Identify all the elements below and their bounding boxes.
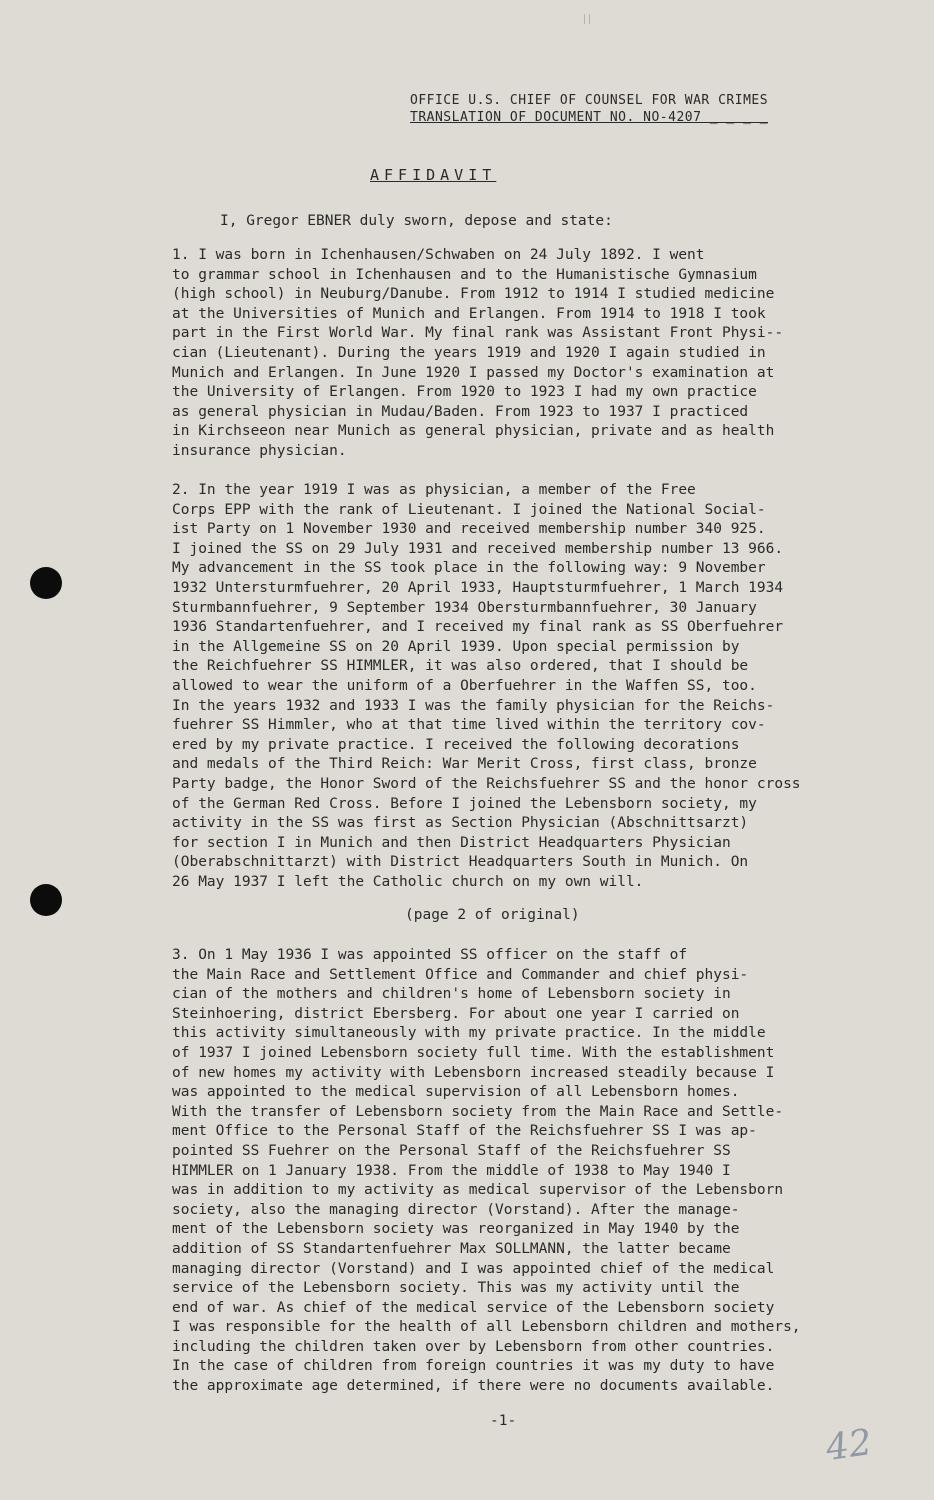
- text-line: in the Allgemeine SS on 20 April 1939. Upon special permission by: [172, 638, 740, 655]
- punch-hole-bottom: [30, 884, 62, 916]
- paragraph-3: [172, 946, 801, 1397]
- text-line: end of war. As chief of the medical service of the Lebensborn society: [172, 1299, 775, 1316]
- text-line: Munich and Erlangen. In June 1920 I passed my Doctor's examination at: [172, 364, 775, 381]
- text-line: of 1937 I joined Lebensborn society full time. With the establishment: [172, 1044, 775, 1061]
- text-line: Corps EPP with the rank of Lieutenant. I joined the National Social-: [172, 501, 766, 518]
- text-line: 2. In the year 1919 I was as physician, a member of the Free: [172, 482, 696, 498]
- text-line: fuehrer SS Himmler, who at that time lived within the territory cov-: [172, 717, 766, 734]
- text-line: 1932 Untersturmfuehrer, 20 April 1933, Hauptsturmfuehrer, 1 March 1934: [172, 579, 784, 596]
- text-line: cian (Lieutenant). During the years 1919 and 1920 I again studied in: [172, 344, 766, 361]
- intro-statement: I, Gregor EBNER duly sworn, depose and state:: [220, 213, 613, 229]
- text-line: the Reichfuehrer SS HIMMLER, it was also ordered, that I should be: [172, 658, 749, 675]
- text-line: In the years 1932 and 1933 I was the family physician for the Reichs-: [172, 697, 775, 714]
- text-line: this activity simultaneously with my private practice. In the middle: [172, 1025, 766, 1042]
- text-line: managing director (Vorstand) and I was appointed chief of the medical: [172, 1260, 775, 1277]
- text-line: as general physician in Mudau/Baden. From 1923 to 1937 I practiced: [172, 403, 749, 420]
- paragraph-2: [172, 481, 801, 892]
- text-line: In the case of children from foreign countries it was my duty to have: [172, 1358, 775, 1375]
- text-line: at the Universities of Munich and Erlangen. From 1914 to 1918 I took: [172, 305, 766, 322]
- text-line: of new homes my activity with Lebensborn increased steadily because I: [172, 1064, 775, 1081]
- header-line-office: OFFICE U.S. CHIEF OF COUNSEL FOR WAR CRIMES: [410, 93, 769, 108]
- handwritten-page-number: 42: [823, 1422, 875, 1469]
- text-line: to grammar school in Ichenhausen and to the Humanistische Gymnasium: [172, 266, 757, 283]
- text-line: 3. On 1 May 1936 I was appointed SS officer on the staff of: [172, 947, 688, 963]
- text-line: 1936 Standartenfuehrer, and I received my final rank as SS Oberfuehrer: [172, 619, 784, 636]
- staple-mark: [584, 14, 590, 24]
- paragraph-1: [172, 246, 783, 462]
- text-line: the Main Race and Settlement Office and Commander and chief physi-: [172, 966, 749, 983]
- text-line: 1. I was born in Ichenhausen/Schwaben on 24 July 1892. I went: [172, 247, 705, 263]
- text-line: for section I in Munich and then District Headquarters Physician: [172, 834, 731, 851]
- text-line: 26 May 1937 I left the Catholic church on my own will.: [172, 873, 644, 890]
- text-line: ist Party on 1 November 1930 and received membership number 340 925.: [172, 521, 766, 538]
- text-line: society, also the managing director (Vorstand). After the manage-: [172, 1201, 740, 1218]
- text-line: Sturmbannfuehrer, 9 September 1934 Obersturmbannfuehrer, 30 January: [172, 599, 757, 616]
- punch-hole-top: [30, 567, 62, 599]
- text-line: My advancement in the SS took place in the following way: 9 November: [172, 560, 766, 577]
- text-line: (high school) in Neuburg/Danube. From 1912 to 1914 I studied medicine: [172, 286, 775, 303]
- text-line: activity in the SS was first as Section Physician (Abschnittsarzt): [172, 815, 749, 832]
- text-line: allowed to wear the uniform of a Oberfuehrer in the Waffen SS, too.: [172, 677, 757, 694]
- text-line: cian of the mothers and children's home of Lebensborn society in: [172, 986, 731, 1003]
- header-line-translation: TRANSLATION OF DOCUMENT NO. NO-4207 _ _ _ _: [410, 110, 769, 125]
- text-line: was in addition to my activity as medical supervisor of the Lebensborn: [172, 1182, 784, 1199]
- page-number: -1-: [490, 1413, 517, 1429]
- text-line: and medals of the Third Reich: War Merit Cross, first class, bronze: [172, 756, 757, 773]
- text-line: addition of SS Standartenfuehrer Max SOLLMANN, the latter became: [172, 1240, 731, 1257]
- affidavit-title: AFFIDAVIT: [370, 166, 497, 184]
- text-line: Steinhoering, district Ebersberg. For about one year I carried on: [172, 1005, 740, 1022]
- text-line: (Oberabschnittarzt) with District Headquarters South in Munich. On: [172, 854, 749, 871]
- text-line: the approximate age determined, if there were no documents available.: [172, 1378, 775, 1395]
- text-line: in Kirchseeon near Munich as general physician, private and as health: [172, 423, 775, 440]
- text-line: With the transfer of Lebensborn society from the Main Race and Settle-: [172, 1103, 784, 1120]
- text-line: ment Office to the Personal Staff of the Reichsfuehrer SS I was ap-: [172, 1123, 757, 1140]
- text-line: service of the Lebensborn society. This was my activity until the: [172, 1280, 740, 1297]
- text-line: I joined the SS on 29 July 1931 and received membership number 13 966.: [172, 540, 784, 557]
- text-line: part in the First World War. My final rank was Assistant Front Physi--: [172, 325, 784, 342]
- text-line: I was responsible for the health of all Lebensborn children and mothers,: [172, 1319, 801, 1336]
- text-line: including the children taken over by Lebensborn from other countries.: [172, 1338, 775, 1355]
- text-line: pointed SS Fuehrer on the Personal Staff of the Reichsfuehrer SS: [172, 1142, 731, 1159]
- text-line: ered by my private practice. I received the following decorations: [172, 736, 740, 753]
- text-line: was appointed to the medical supervision of all Lebensborn homes.: [172, 1084, 740, 1101]
- text-line: of the German Red Cross. Before I joined the Lebensborn society, my: [172, 795, 757, 812]
- page-note: (page 2 of original): [405, 907, 580, 923]
- document-header: [410, 92, 768, 126]
- text-line: HIMMLER on 1 January 1938. From the middle of 1938 to May 1940 I: [172, 1162, 731, 1179]
- text-line: Party badge, the Honor Sword of the Reichsfuehrer SS and the honor cross: [172, 775, 801, 792]
- text-line: ment of the Lebensborn society was reorganized in May 1940 by the: [172, 1221, 740, 1238]
- text-line: insurance physician.: [172, 442, 347, 459]
- text-line: the University of Erlangen. From 1920 to 1923 I had my own practice: [172, 384, 757, 401]
